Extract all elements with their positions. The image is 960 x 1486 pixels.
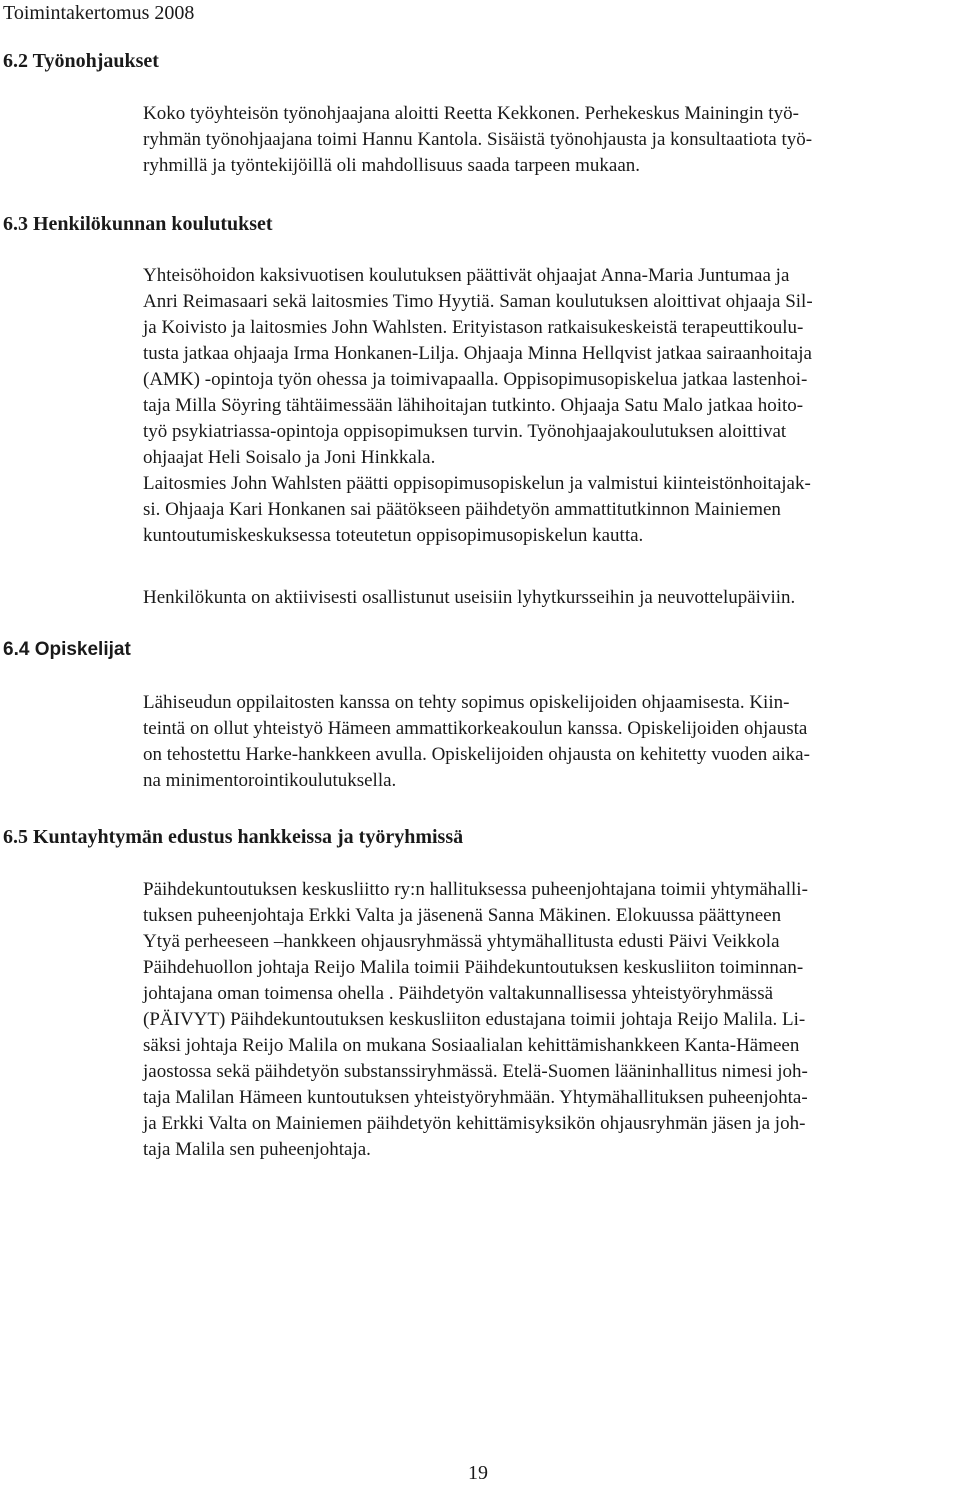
text-line: ja Koivisto ja laitosmies John Wahlsten. Erityistason ratkaisukeskeistä terapeuttikoulu- [143,317,804,338]
section-heading-6-4: 6.4 Opiskelijat [3,639,131,660]
section-6-4-paragraph [143,690,955,794]
section-6-5-paragraph [143,877,955,1163]
section-6-2-paragraph [143,101,955,179]
text-line: teintä on ollut yhteistyö Hämeen ammattikorkeakoulun kanssa. Opiskelijoiden ohjausta [143,718,808,739]
section-heading-6-5: 6.5 Kuntayhtymän edustus hankkeissa ja työryhmissä [3,826,464,848]
text-line: ja Erkki Valta on Mainiemen päihdetyön kehittämisyksikön ohjausryhmän jäsen ja joh- [143,1113,806,1134]
text-line: Päihdehuollon johtaja Reijo Malila toimii Päihdekuntoutuksen keskusliiton toiminnan- [143,957,804,978]
section-6-3-paragraph-2 [143,585,955,611]
text-line: ryhmillä ja työntekijöillä oli mahdollisuus saada tarpeen mukaan. [143,155,641,176]
text-line: na minimentorointikoulutuksella. [143,770,397,791]
text-line: tuksen puheenjohtaja Erkki Valta ja jäsenenä Sanna Mäkinen. Elokuussa päättyneen [143,905,782,926]
text-line: taja Malila sen puheenjohtaja. [143,1139,371,1160]
text-line: johtajana oman toimensa ohella . Päihdetyön valtakunnallisessa yhteistyöryhmässä [143,983,774,1004]
text-line: työ psykiatriassa-opintoja oppisopimuksen turvin. Työnohjaajakoulutuksen aloittivat [143,421,787,442]
text-line: Anri Reimasaari sekä laitosmies Timo Hyytiä. Saman koulutuksen aloittivat ohjaaja Sil- [143,291,813,312]
text-line: Päihdekuntoutuksen keskusliitto ry:n hallituksessa puheenjohtajana toimii yhtymähalli- [143,879,808,900]
text-line: (AMK) -opintoja työn ohessa ja toimivapaalla. Oppisopimusopiskelua jatkaa lastenhoi- [143,369,808,390]
text-line: ryhmän työnohjaajana toimi Hannu Kantola. Sisäistä työnohjausta ja konsultaatiota työ- [143,129,813,150]
text-line: Ytyä perheeseen –hankkeen ohjausryhmässä yhtymähallitusta edusti Päivi Veikkola [143,931,780,952]
text-line: Koko työyhteisön työnohjaajana aloitti Reetta Kekkonen. Perhekeskus Mainingin työ- [143,103,799,124]
text-line: jaostossa sekä päihdetyön substanssiryhmässä. Etelä-Suomen lääninhallitus nimesi joh- [143,1061,808,1082]
text-line: tusta jatkaa ohjaaja Irma Honkanen-Lilja. Ohjaaja Minna Hellqvist jatkaa sairaanhoitaja [143,343,812,364]
text-line: (PÄIVYT) Päihdekuntoutuksen keskusliiton edustajana toimii johtaja Reijo Malila. Li- [143,1009,806,1030]
section-heading-6-3: 6.3 Henkilökunnan koulutukset [3,213,273,235]
text-line: Laitosmies John Wahlsten päätti oppisopimusopiskelun ja valmistui kiinteistönhoitajak- [143,473,811,494]
section-heading-6-2: 6.2 Työnohjaukset [3,50,159,72]
text-line: Henkilökunta on aktiivisesti osallistunut useisiin lyhytkursseihin ja neuvottelupäiviin. [143,587,796,608]
text-line: kuntoutumiskeskuksessa toteutetun oppisopimusopiskelun kautta. [143,525,644,546]
page-number: 19 [468,1462,488,1484]
text-line: on tehostettu Harke-hankkeen avulla. Opiskelijoiden ohjausta on kehitetty vuoden aika- [143,744,810,765]
text-line: säksi johtaja Reijo Malila on mukana Sosiaalialan kehittämishankkeen Kanta-Hämeen [143,1035,800,1056]
section-6-3-paragraph-1 [143,263,955,549]
text-line: si. Ohjaaja Kari Honkanen sai päätökseen päihdetyön ammattitutkinnon Mainiemen [143,499,781,520]
text-line: ohjaajat Heli Soisalo ja Joni Hinkkala. [143,447,436,468]
text-line: taja Milla Söyring tähtäimessään lähihoitajan tutkinto. Ohjaaja Satu Malo jatkaa hoito- [143,395,804,416]
document-header: Toimintakertomus 2008 [3,2,195,24]
text-line: Yhteisöhoidon kaksivuotisen koulutuksen päättivät ohjaajat Anna-Maria Juntumaa ja [143,265,790,286]
text-line: Lähiseudun oppilaitosten kanssa on tehty sopimus opiskelijoiden ohjaamisesta. Kiin- [143,692,790,713]
text-line: taja Malilan Hämeen kuntoutuksen yhteistyöryhmään. Yhtymähallituksen puheenjohta- [143,1087,808,1108]
